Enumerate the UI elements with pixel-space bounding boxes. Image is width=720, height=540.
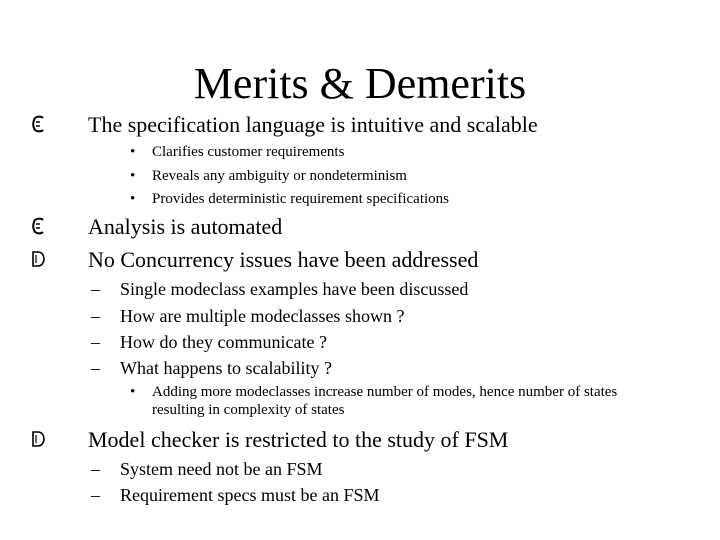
sub-bullet-text: How are multiple modeclasses shown ? (120, 306, 405, 326)
bullet-item (88, 214, 282, 240)
bullet-text: The specification language is intuitive and scalable (88, 112, 538, 137)
bullet-text: Model checker is restricted to the study of FSM (88, 427, 509, 452)
sub-bullet-text: Provides deterministic requirement specifications (152, 191, 449, 207)
dot-bullet: • (130, 191, 136, 207)
dash-bullet: – (91, 358, 100, 378)
thumbs-down-icon (30, 249, 46, 269)
dot-bullet: • (130, 384, 136, 400)
bullet-item (88, 427, 508, 453)
dash-bullet: – (91, 279, 100, 299)
sub-bullet-text: How do they communicate ? (120, 332, 327, 352)
bullet-item (88, 112, 538, 138)
dash-bullet: – (91, 332, 100, 352)
bullet-item (88, 247, 478, 273)
sub-sub-bullet-text: Adding more modeclasses increase number of modes, hence number of states resulting in complexity of states (152, 384, 618, 418)
bullet-text: No Concurrency issues have been addressed (88, 247, 479, 272)
thumbs-down-icon (30, 429, 46, 449)
bullet-text: Analysis is automated (88, 214, 283, 239)
dot-bullet: • (130, 144, 136, 160)
sub-bullet-text: Requirement specs must be an FSM (120, 485, 380, 505)
sub-bullet-text: What happens to scalability ? (120, 358, 332, 378)
dash-bullet: – (91, 459, 100, 479)
sub-bullet-text: System need not be an FSM (120, 459, 323, 479)
dash-bullet: – (91, 485, 100, 505)
slide-title: Merits & Demerits (193, 59, 527, 108)
sub-bullet-text: Clarifies customer requirements (152, 144, 345, 160)
dot-bullet: • (130, 168, 136, 184)
sub-bullet-text: Reveals any ambiguity or nondeterminism (152, 168, 407, 184)
thumbs-up-icon (30, 114, 46, 134)
dash-bullet: – (91, 306, 100, 326)
thumbs-up-icon (30, 216, 46, 236)
sub-bullet-text: Single modeclass examples have been discussed (120, 279, 469, 299)
